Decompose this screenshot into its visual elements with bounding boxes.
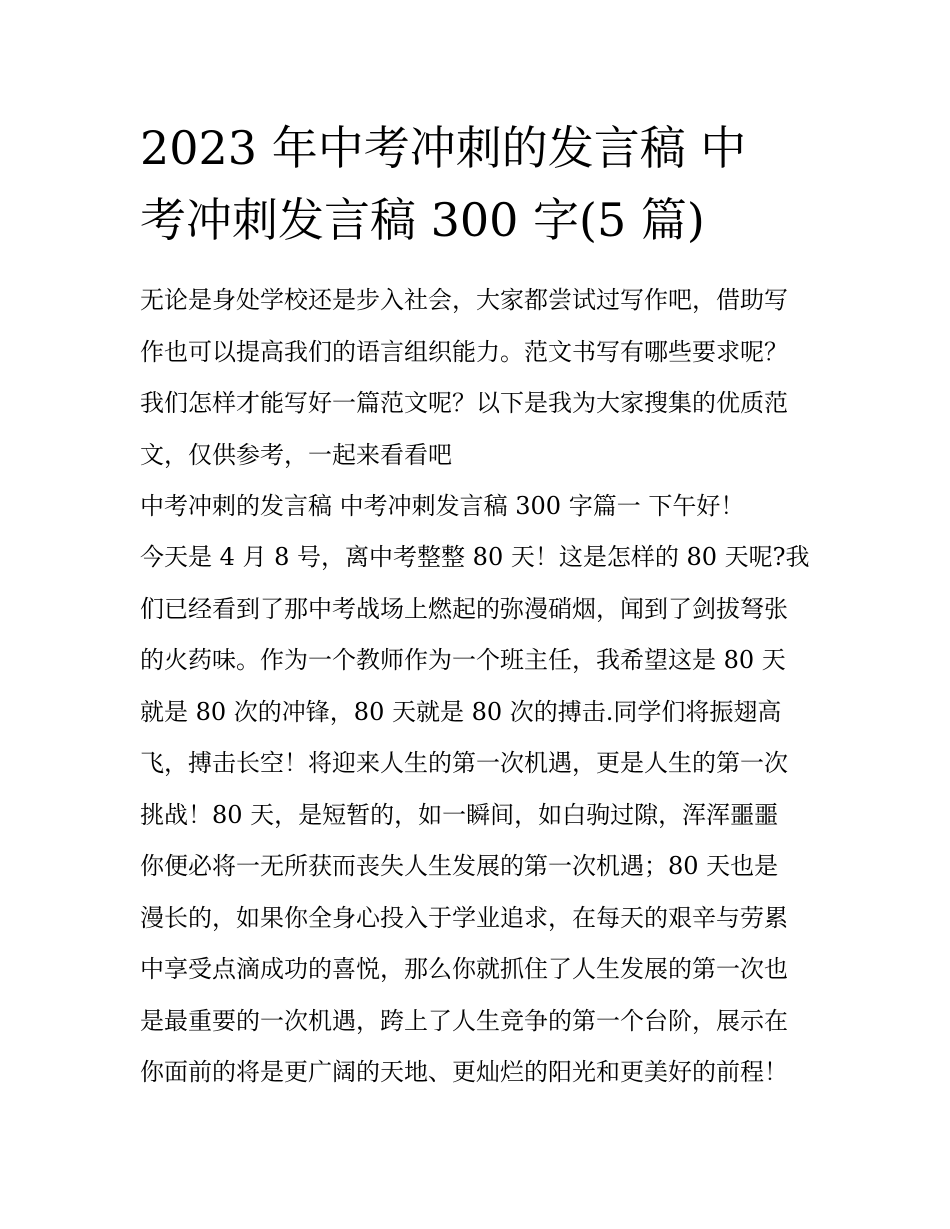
body-line: 今天是 4 月 8 号，离中考整整 80 天！这是怎样的 80 天呢?我 xyxy=(140,543,810,571)
title-line: 2023 年中考冲刺的发言稿 中 xyxy=(140,121,747,175)
body-line: 中享受点滴成功的喜悦，那么你就抓住了人生发展的第一次也 xyxy=(140,955,788,983)
body-line: 你便必将一无所获而丧失人生发展的第一次机遇；80 天也是 xyxy=(140,852,779,880)
intro-line: 文，仅供参考，一起来看看吧 xyxy=(140,440,452,469)
body-line: 是最重要的一次机遇，跨上了人生竞争的第一个台阶，展示在 xyxy=(140,1006,788,1035)
intro-paragraph xyxy=(140,275,820,481)
intro-line: 无论是身处学校还是步入社会，大家都尝试过写作吧，借助写 xyxy=(140,286,788,314)
intro-line: 我们怎样才能写好一篇范文呢？以下是我为大家搜集的优质范 xyxy=(140,389,788,417)
section-heading xyxy=(140,481,820,533)
intro-line: 作也可以提高我们的语言组织能力。范文书写有哪些要求呢？ xyxy=(140,337,788,366)
section-body-paragraph xyxy=(140,532,820,1099)
body-line: 你面前的将是更广阔的天地、更灿烂的阳光和更美好的前程！ xyxy=(140,1058,788,1086)
body-line: 就是 80 次的冲锋，80 天就是 80 次的搏击.同学们将振翅高 xyxy=(140,697,782,726)
section-heading-text: 中考冲刺的发言稿 中考冲刺发言稿 300 字篇一 下午好！ xyxy=(140,492,745,520)
body-line: 们已经看到了那中考战场上燃起的弥漫硝烟，闻到了剑拔弩张 xyxy=(140,594,788,623)
body-line: 的火药味。作为一个教师作为一个班主任，我希望这是 80 天 xyxy=(140,646,786,674)
title-line: 考冲刺发言稿 300 字(5 篇) xyxy=(140,193,705,247)
body-line: 挑战！80 天，是短暂的，如一瞬间，如白驹过隙，浑浑噩噩 xyxy=(140,800,779,829)
body-line: 漫长的，如果你全身心投入于学业追求，在每天的艰辛与劳累 xyxy=(140,903,788,932)
document-title xyxy=(140,112,820,256)
body-line: 飞，搏击长空！将迎来人生的第一次机遇，更是人生的第一次 xyxy=(140,749,788,777)
